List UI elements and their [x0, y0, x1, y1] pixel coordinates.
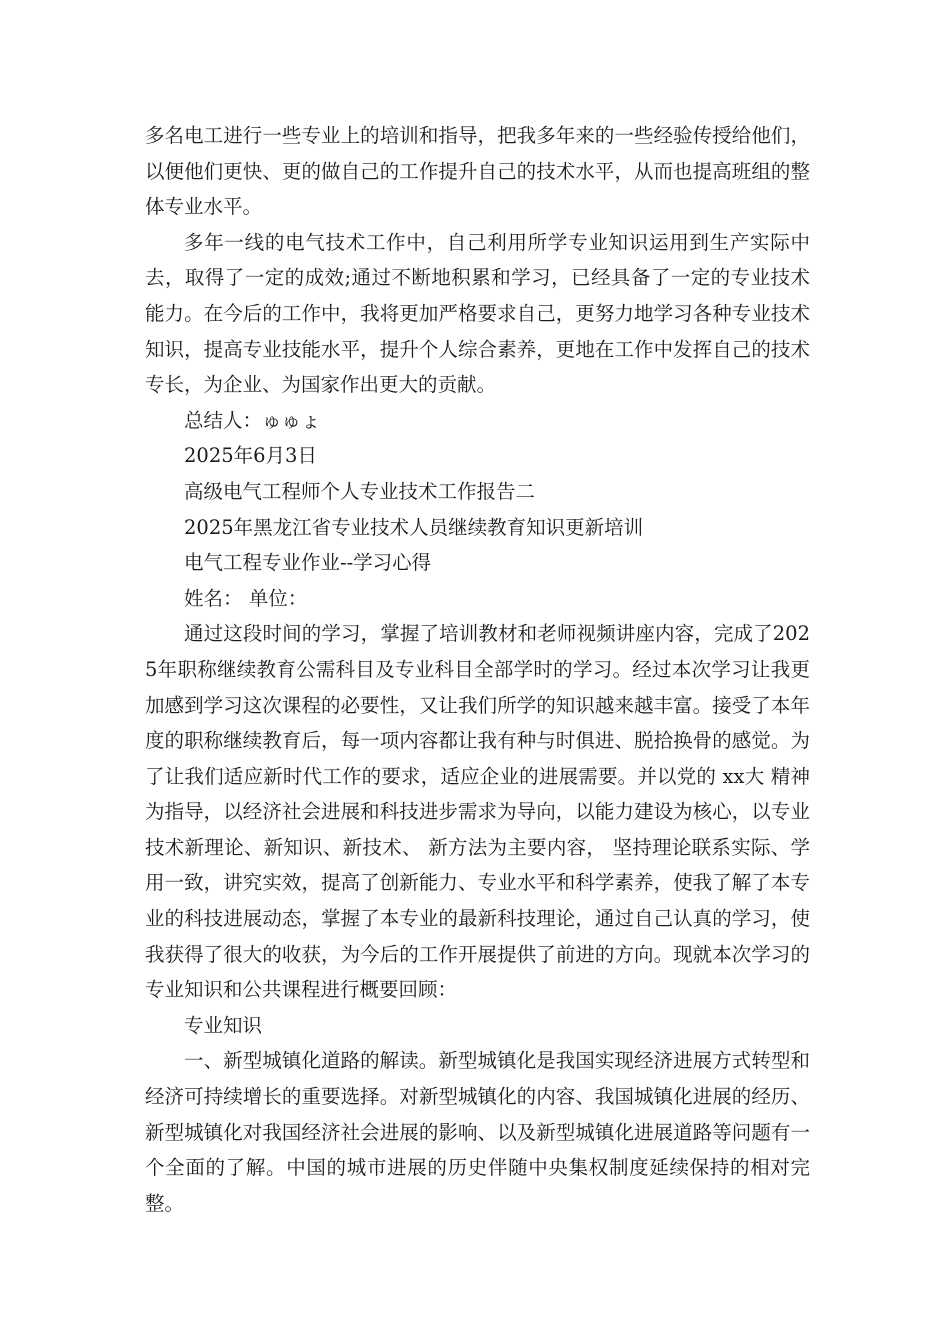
document-body: [145, 118, 810, 1221]
section-heading-professional-knowledge: 专业知识: [184, 1013, 263, 1037]
paragraph-achievements: 多年一线的电气技术工作中，自己利用所学专业知识运用到生产实际中去，取得了一定的成效;通过不断地积累和学习，已经具备了一定的专业技术能力。在今后的工作中，我将更加严格要求自己，更努力地学习各种专业技术知识，提高专业技能水平，提升个人综合素养，更地在工作中发挥自己的技术专长，为企业、为国家作出更大的贡献。: [145, 230, 810, 397]
date-line: 2025年6月3日: [184, 444, 317, 468]
training-title: 2025年黑龙江省专业技术人员继续教育知识更新培训: [184, 515, 644, 539]
assignment-title: 电气工程专业作业--学习心得: [184, 551, 432, 575]
paragraph-training-guidance: 多名电工进行一些专业上的培训和指导，把我多年来的一些经验传授给他们，以便他们更快、更的做自己的工作提升自己的技术水平，从而也提高班组的整体专业水平。: [145, 124, 810, 219]
paragraph-learning-summary: 通过这段时间的学习，掌握了培训教材和老师视频讲座内容，完成了2025年职称继续教育公需科目及专业科目全部学时的学习。经过本次学习让我更加感到学习这次课程的必要性，又让我们所学的知识越来越丰富。接受了本年度的职称继续教育后，每一项内容都让我有种与时俱进、脱拾换骨的感觉。为了让我们适应新时代工作的要求，适应企业的进展需要。并以党的 xx大 精神为指导，以经济社会进展和科技进步需求为导向，以能力建设为核心，以专业技术新理论、新知识、新技术、 新方法为主要内容， 坚持理论联系实际、学用一致，讲究实效，提高了创新能力、专业水平和科学素养，使我了解了本专业的科技进展动态，掌握了本专业的最新科技理论，通过自己认真的学习，使我获得了很大的收获，为今后的工作开展提供了前进的方向。现就本次学习的专业知识和公共课程进行概要回顾：: [145, 622, 810, 1002]
report-title: 高级电气工程师个人专业技术工作报告二: [184, 479, 536, 503]
paragraph-urbanization: 一、新型城镇化道路的解读。新型城镇化是我国实现经济进展方式转型和经济可持续增长的重要选择。对新型城镇化的内容、我国城镇化进展的经历、新型城镇化对我国经济社会进展的影响、以及新型城镇化进展道路等问题有一个全面的了解。中国的城市进展的历史伴随中央集权制度延续保持的相对完整。: [145, 1049, 810, 1215]
name-unit-line: 姓名： 单位：: [184, 586, 308, 610]
summarizer-line: 总结人：ゅゅょ: [184, 408, 321, 432]
